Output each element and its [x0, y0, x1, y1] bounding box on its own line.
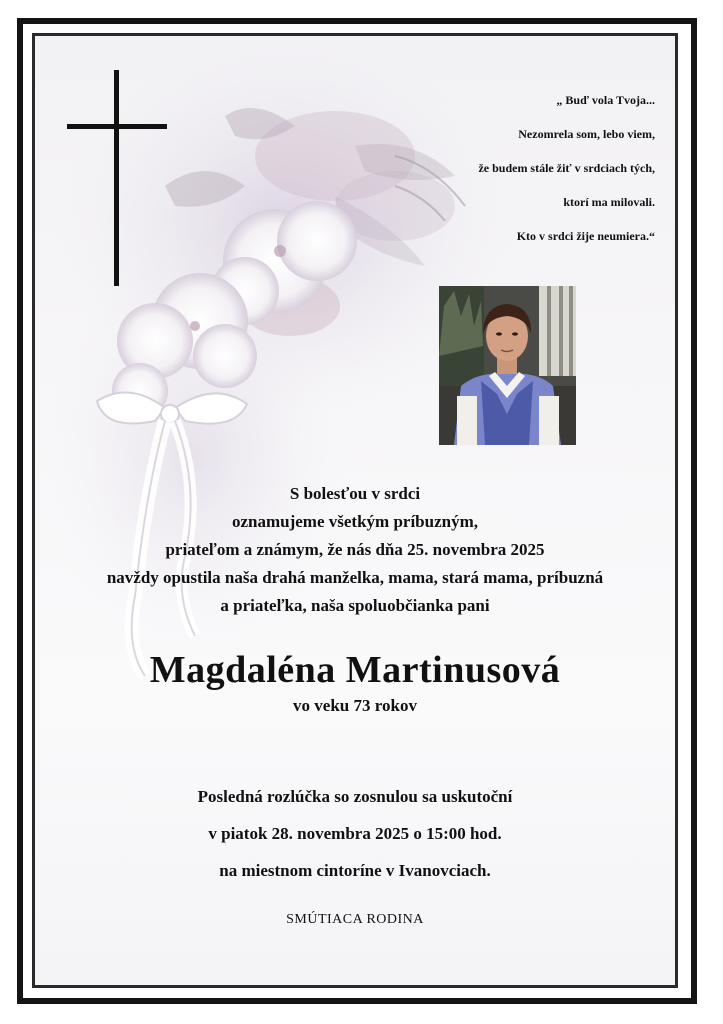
farewell-line: na miestnom cintoríne v Ivanovciach. [219, 861, 491, 880]
announcement-line: S bolesťou v srdci [289, 484, 421, 503]
quote [478, 90, 655, 260]
family-signature: SMÚTIACA RODINA [286, 912, 424, 927]
quote-line: „ Buď vola Tvoja... [556, 93, 655, 107]
quote-line: Kto v srdci žije neumiera.“ [516, 229, 655, 243]
deceased-name: Magdaléna Martinusová [149, 649, 561, 691]
quote-line: Nezomrela som, lebo viem, [518, 127, 655, 141]
announcement-line: priateľom a známym, že nás dňa 25. novembra 2025 [165, 540, 545, 559]
deceased-age: vo veku 73 rokov [293, 696, 417, 715]
quote-line: že budem stále žiť v srdciach tých, [478, 161, 655, 175]
announcement-line: oznamujeme všetkým príbuzným, [231, 512, 478, 531]
farewell-line: Posledná rozlúčka so zosnulou sa uskutoční [197, 787, 513, 806]
quote-line: ktorí ma milovali. [563, 195, 655, 209]
notice-card [32, 33, 678, 988]
portrait-photo [439, 286, 576, 445]
farewell-line: v piatok 28. novembra 2025 o 15:00 hod. [208, 824, 502, 843]
farewell-details [35, 778, 675, 889]
cross-icon [67, 70, 167, 288]
announcement [35, 480, 675, 620]
announcement-line: a priateľka, naša spoluobčianka pani [220, 596, 490, 615]
announcement-line: navždy opustila naša drahá manželka, mama, stará mama, príbuzná [106, 568, 604, 587]
